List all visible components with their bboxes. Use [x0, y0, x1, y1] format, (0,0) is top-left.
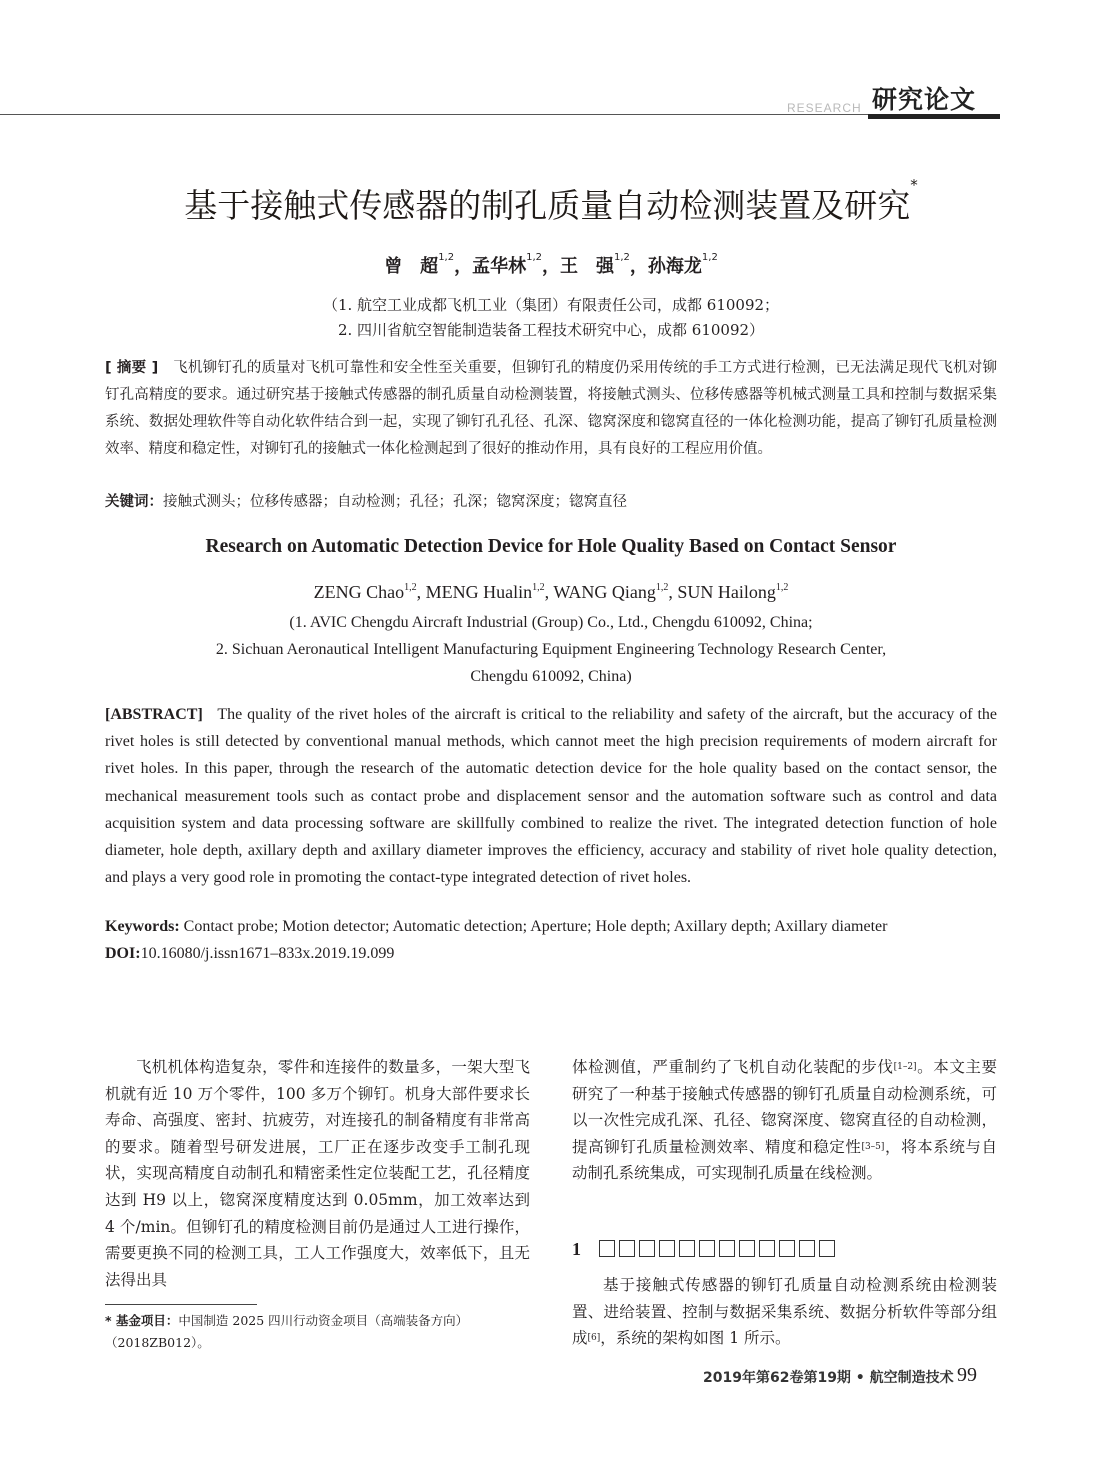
keywords-cn-label: 关键词： — [105, 494, 163, 510]
citation: [1–2] — [893, 1062, 917, 1072]
footnote — [105, 1310, 530, 1354]
author-en: WANG Qiang — [553, 582, 656, 602]
author-aff: 1,2 — [701, 252, 718, 263]
doi-label: DOI: — [105, 945, 141, 962]
body-paragraph: 飞机机体构造复杂，零件和连接件的数量多，一架大型飞机就有近 10 万个零件，100 多万个铆钉。机身大部件要求长寿命、高强度、密封、抗疲劳，对连接孔的制备精度有非常高的要求。随着型号研发进展，工厂正在逐步改变手工制孔现状，实现高精度自动制孔和精密柔性定位装配工艺，孔径精度达到 H9 以上，锪窝深度精度达到 0.05mm，加工效率达到 4 个/min。但铆钉孔的精度检测目前仍是通过人工进行操作，需要更换不同的检测工具，工人工作强度大，效率低下，且无法得出具 — [105, 1058, 530, 1289]
header-section-title: 研究论文 — [872, 85, 977, 114]
author-aff: 1,2 — [532, 582, 545, 593]
missing-glyph-box — [659, 1240, 675, 1257]
author-aff: 1,2 — [775, 582, 789, 593]
abstract-cn-label: [ 摘要 ] — [105, 360, 159, 376]
header-bar — [868, 114, 1000, 119]
author-en: ZENG Chao — [313, 582, 405, 602]
body-paragraph — [572, 1272, 997, 1352]
body-paragraph — [572, 1054, 997, 1187]
author-en: SUN Hailong — [677, 582, 776, 602]
missing-glyph-box — [819, 1240, 835, 1257]
footnote-rule — [105, 1304, 257, 1305]
keywords-en-label: Keywords: — [105, 918, 180, 935]
citation: [3–5] — [861, 1141, 885, 1152]
paper-title — [0, 176, 1102, 227]
body-text: 基于接触式传感器的铆钉孔质量自动检测系统由检测装置、进给装置、控制与数据采集系统、数据分析软件等部分组成 — [572, 1276, 997, 1348]
abstract-en-label: [ABSTRACT] — [105, 706, 203, 723]
body-text: ，将本系统与自动制孔系统集成，可实现制孔质量在线检测。 — [572, 1137, 997, 1183]
abstract-cn — [105, 355, 997, 463]
section-number: 1 — [572, 1239, 581, 1259]
missing-glyph-box — [679, 1240, 695, 1257]
author-cn: 王 强 — [560, 256, 614, 277]
footnote-label: * 基金项目： — [105, 1313, 179, 1328]
affiliation-cn-1: （1. 航空工业成都飞机工业（集团）有限责任公司，成都 610092； — [322, 296, 780, 314]
keywords-cn-text: 接触式测头；位移传感器；自动检测；孔径；孔深；锪窝深度；锪窝直径 — [163, 494, 627, 510]
missing-glyph-box — [719, 1240, 735, 1257]
citation: [6] — [587, 1333, 601, 1344]
affiliation-en-2: 2. Sichuan Aeronautical Intelligent Manufacturing Equipment Engineering Technology Research Center, — [215, 641, 887, 658]
missing-glyph-box — [699, 1240, 715, 1257]
author-cn: 曾 超 — [384, 256, 439, 277]
author-aff: 1,2 — [655, 582, 669, 593]
affiliation-cn-2: 2. 四川省航空智能制造装备工程技术研究中心，成都 610092） — [337, 321, 765, 339]
body-right-column-bottom — [572, 1272, 997, 1352]
header-research-label: RESEARCH — [787, 101, 862, 115]
author-aff: 1,2 — [438, 252, 455, 263]
abstract-en-text: The quality of the rivet holes of the aircraft is critical to the reliability and safety of the aircraft, but the accuracy of the rivet holes is still detected by conventional manual methods, which cannot meet the high precision requirements of modern aircraft for rivet holes. In this paper, through the research of the automatic detection device for the hole quality based on the contact sensor, the mechanical measurement tools such as contact probe and displacement sensor and the automation software such as control and data acquisition system and data processing software are skillfully combined to realize the rivet. The integrated detection function of hole diameter, hole depth, axillary depth and axillary diameter improves the efficiency, accuracy and stability of rivet hole quality detection, and plays a very good role in promoting the contact-type integrated detection of rivet holes. — [105, 706, 998, 887]
keywords-en-text: Contact probe; Motion detector; Automatic detection; Aperture; Hole depth; Axillary depth; Axillary diameter — [183, 918, 888, 935]
authors-cn: 曾 超$^{1,2}$，孟华林$^{1,2}$，王 强$^{1,2}$，孙海龙$^{1,2}$ — [384, 252, 718, 277]
doi — [105, 945, 394, 963]
body-text: ，系统的架构如图 1 所示。 — [600, 1329, 791, 1348]
authors-en: ZENG Chao$^{1,2}$, MENG Hualin$^{1,2}$, WANG Qiang$^{1,2}$, SUN Hailong$^{1,2}$ — [313, 582, 789, 602]
body-text: 。本文主要研究了一种基于接触式传感器的铆钉孔质量自动检测系统，可以一次性完成孔深、孔径、锪窝深度、锪窝直径的自动检测，提高铆钉孔质量检测效率、精度和稳定性 — [572, 1058, 997, 1156]
author-en: MENG Hualin — [425, 582, 533, 602]
author-aff: 1,2 — [526, 252, 542, 263]
missing-glyph-box — [599, 1240, 615, 1257]
keywords-cn — [105, 490, 997, 511]
keywords-en — [105, 918, 1005, 936]
abstract-cn-text: 飞机铆钉孔的质量对飞机可靠性和安全性至关重要，但铆钉孔的精度仍采用传统的手工方式进行检测，已无法满足现代飞机对铆钉孔高精度的要求。通过研究基于接触式传感器的制孔质量自动检测装置，将接触式测头、位移传感器等机械式测量工具和控制与数据采集系统、数据处理软件等自动化软件结合到一起，实现了铆钉孔孔径、孔深、锪窝深度和锪窝直径的一体化检测功能，提高了铆钉孔质量检测效率、精度和稳定性，对铆钉孔的接触式一体化检测起到了很好的推动作用，具有良好的工程应用价值。 — [105, 360, 997, 457]
journal-footer: 2019年第62卷第19期 • 航空制造技术 — [703, 1370, 954, 1386]
author-aff: 1,2 — [614, 252, 630, 263]
section-heading — [572, 1239, 839, 1260]
missing-glyph-box — [619, 1240, 635, 1257]
page-number: 99 — [957, 1364, 977, 1386]
body-text: 体检测值，严重制约了飞机自动化装配的步伐 — [572, 1058, 894, 1076]
doi-text: 10.16080/j.issn1671–833x.2019.19.099 — [140, 945, 395, 962]
affiliation-en-1: (1. AVIC Chengdu Aircraft Industrial (Group) Co., Ltd., Chengdu 610092, China; — [289, 614, 813, 631]
missing-glyph-box — [639, 1240, 655, 1257]
author-cn: 孙海龙 — [647, 256, 702, 277]
abstract-en — [105, 701, 997, 891]
author-aff: 1,2 — [404, 582, 417, 593]
affiliation-en-3: Chengdu 610092, China) — [470, 668, 632, 685]
footnote-text: 中国制造 2025 四川行动资金项目（高端装备方向）（2018ZB012）。 — [105, 1313, 469, 1350]
missing-glyph-box — [779, 1240, 795, 1257]
paper-title-en: Research on Automatic Detection Device for Hole Quality Based on Contact Sensor — [205, 536, 897, 557]
missing-glyph-box — [799, 1240, 815, 1257]
body-right-column-top — [572, 1054, 997, 1187]
paper-title-text: 基于接触式传感器的制孔质量自动检测装置及研究 — [184, 186, 911, 225]
author-cn: 孟华林 — [472, 256, 527, 277]
missing-glyph-box — [739, 1240, 755, 1257]
title-footnote-mark: * — [910, 176, 918, 194]
body-left-column — [105, 1054, 530, 1293]
missing-glyph-box — [759, 1240, 775, 1257]
